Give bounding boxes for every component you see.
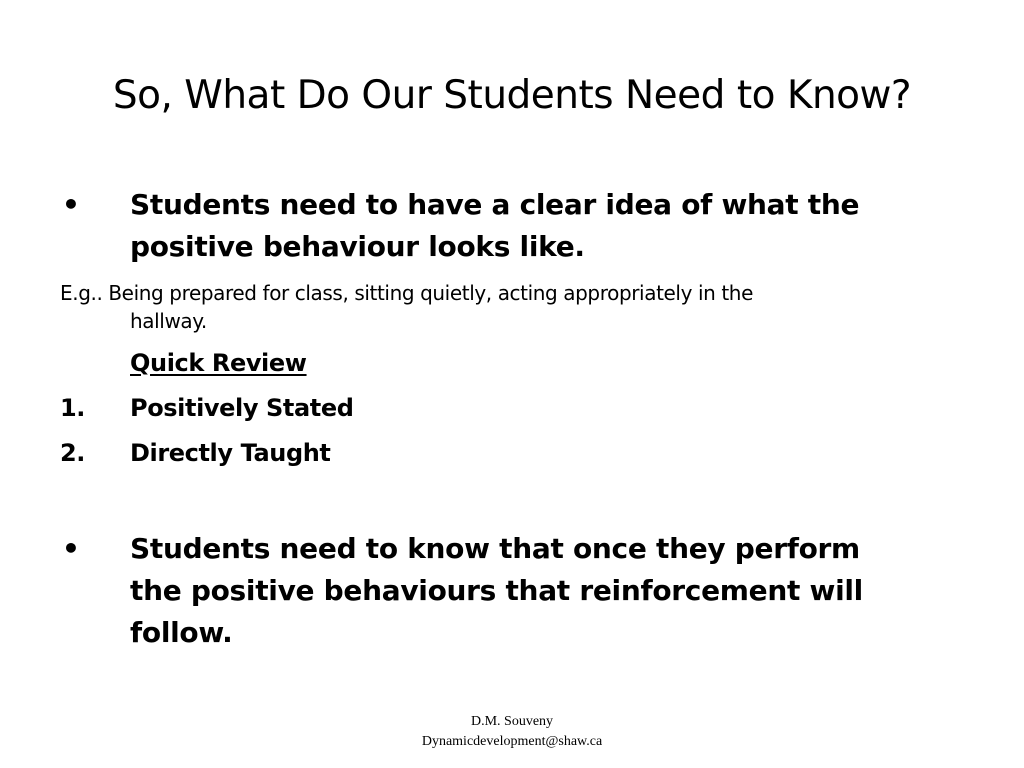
bullet-1-line-1: Students need to have a clear idea of what the (130, 188, 860, 221)
item-text: Directly Taught (130, 439, 331, 467)
bullet-1-line-2: positive behaviour looks like. (130, 230, 585, 263)
item-number: 2. (60, 439, 86, 467)
item-number: 1. (60, 394, 86, 422)
bullet-2-line-2: the positive behaviours that reinforcement will (130, 574, 863, 607)
example-line-2: hallway. (130, 309, 207, 333)
footer-author: D.M. Souveny (470, 714, 554, 729)
bullet-2-line-1: Students need to know that once they perform (130, 532, 860, 565)
bullet-text-1 (130, 184, 930, 268)
bullet-marker: • (62, 188, 80, 221)
footer-email: Dynamicdevelopment@shaw.ca (421, 734, 603, 749)
quick-review-heading: Quick Review (130, 349, 307, 377)
bullet-marker: • (62, 532, 80, 565)
slide-title: So, What Do Our Students Need to Know? (112, 73, 912, 118)
example-line-1: E.g.. Being prepared for class, sitting quietly, acting appropriately in the (60, 281, 753, 305)
bullet-2-line-3: follow. (130, 616, 233, 649)
slide-footer (0, 712, 1024, 752)
bullet-text-2 (130, 528, 930, 654)
item-text: Positively Stated (130, 394, 354, 422)
